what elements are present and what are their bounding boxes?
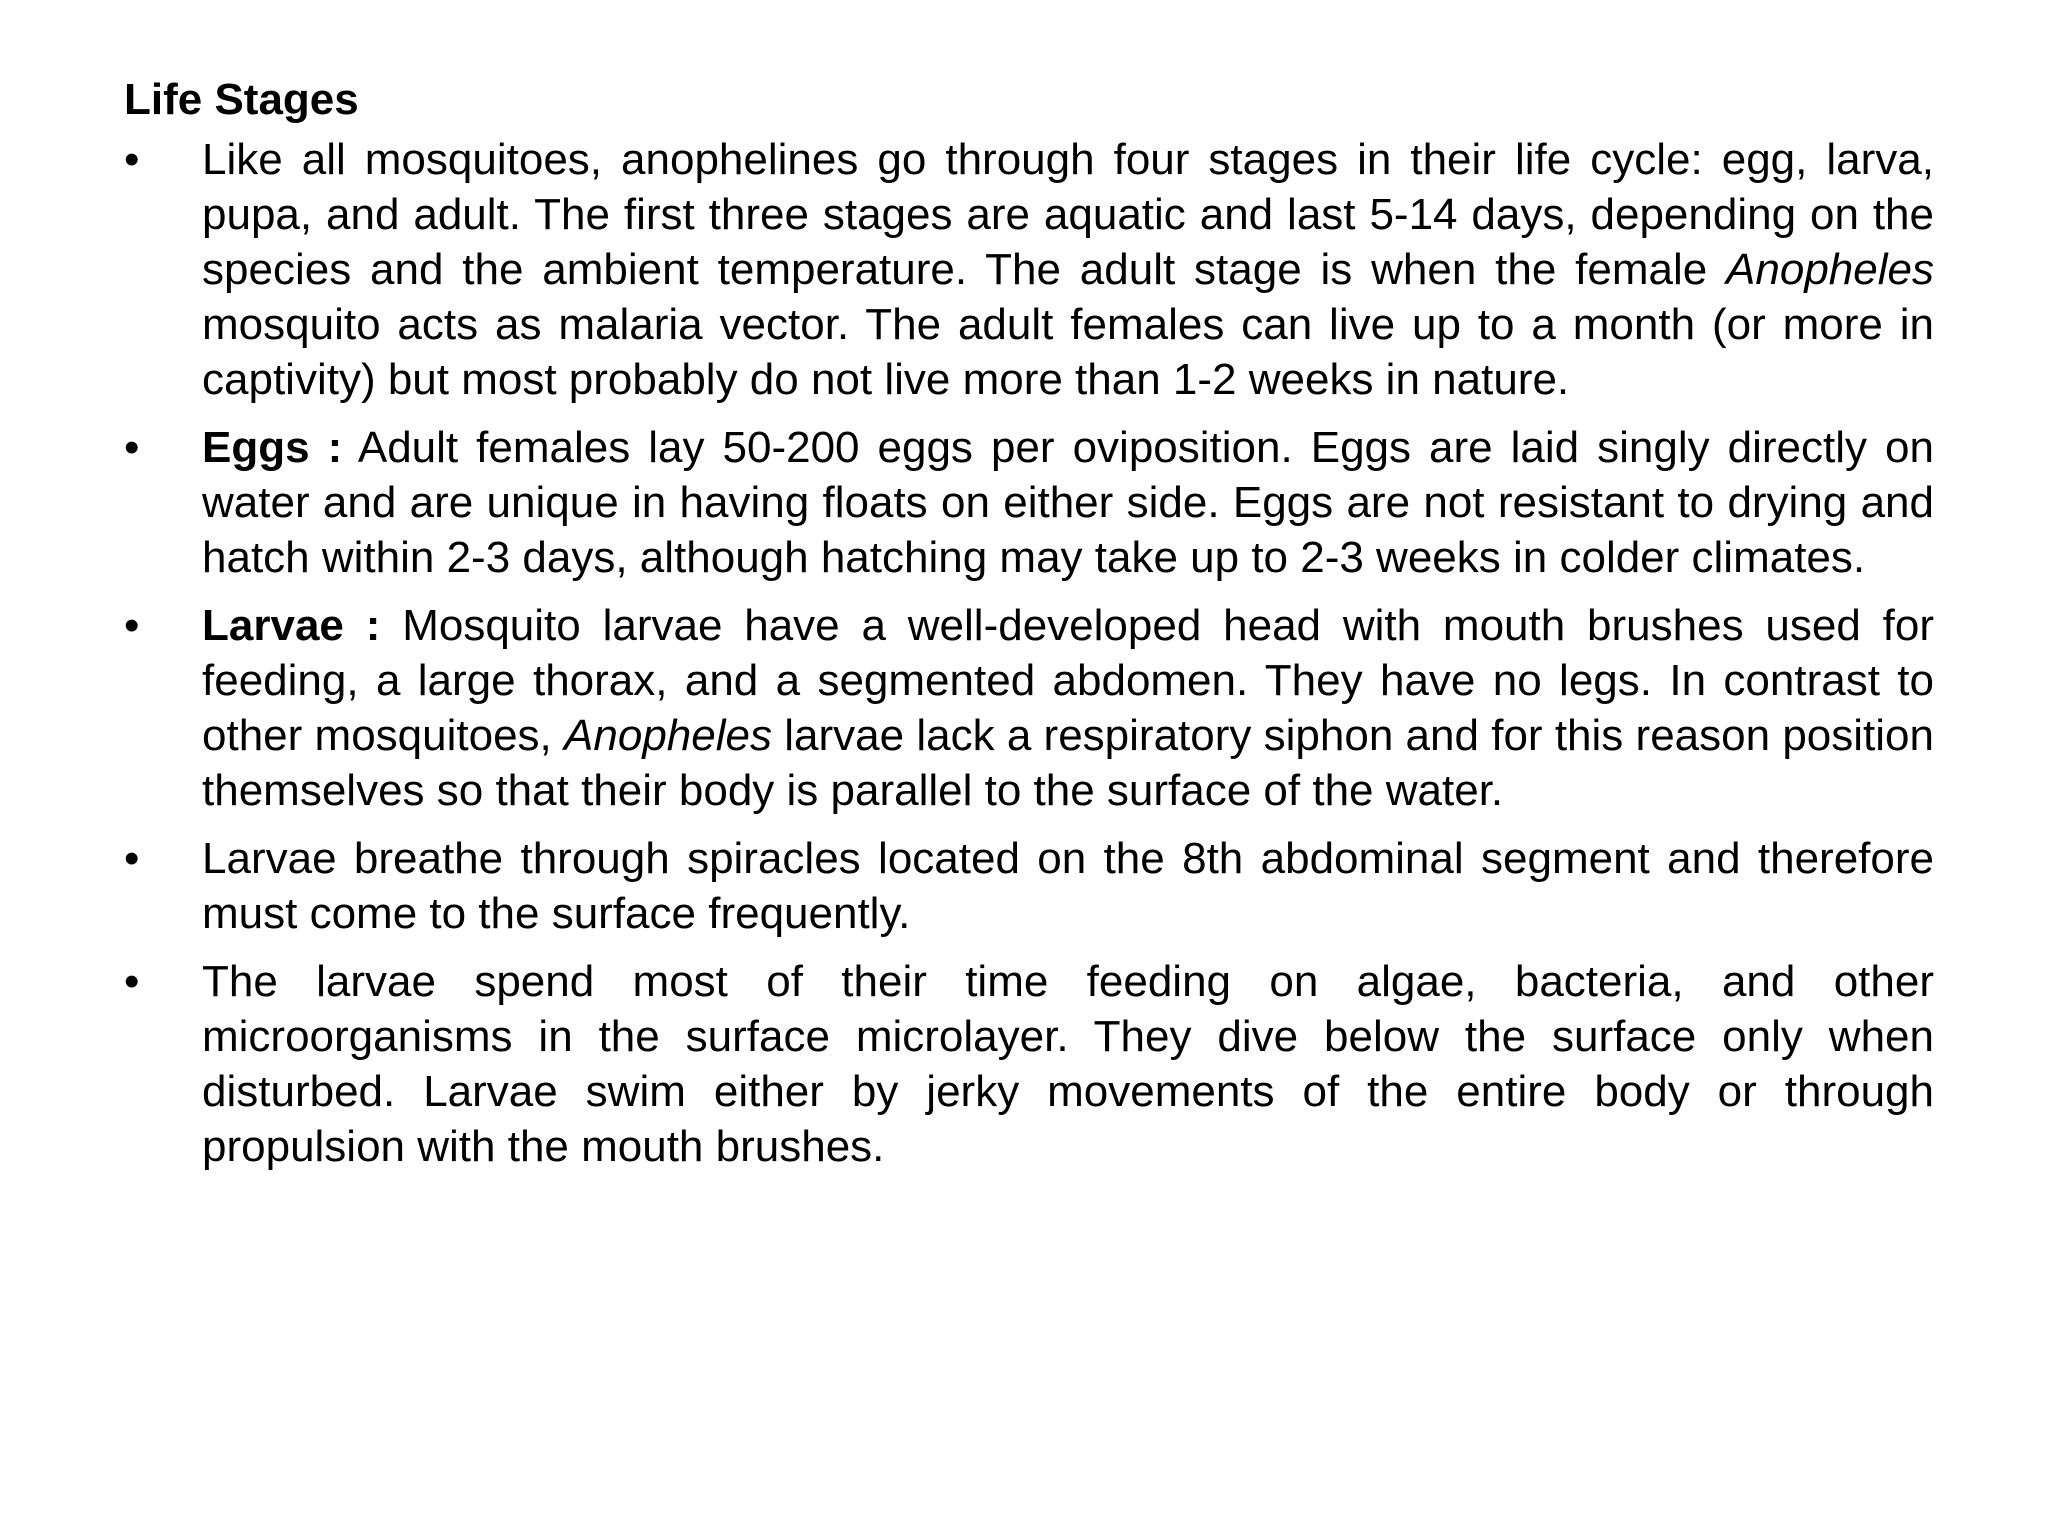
bullet-text-cont: larvae lack a respiratory siphon and for this reason position themselves so that their body is parallel to the surface of the water.	[202, 711, 1934, 815]
bullet-dot-icon: •	[124, 834, 140, 883]
bullet-text: Mosquito larvae have a well-developed head with mouth brushes used for feeding, a large thorax, and a segmented abdomen. They have no legs. In contrast to other mosquitoes,	[202, 601, 1934, 760]
bullet-dot-icon: •	[124, 135, 140, 184]
bullet-text-cont: mosquito acts as malaria vector. The adult females can live up to a month (or more in captivity) but most probably do not live more than 1-2 weeks in nature.	[202, 300, 1934, 404]
bullet-lead: Larvae :	[202, 601, 381, 650]
slide-content	[124, 70, 1934, 1187]
bullet-text: Adult females lay 50-200 eggs per oviposition. Eggs are laid singly directly on water and are unique in having floats on either side. Eggs are not resistant to drying and hatch within 2-3 days, although hatching may take up to 2-3 weeks in colder climates.	[202, 423, 1934, 582]
bullet-item-larvae	[124, 598, 1934, 818]
bullet-text: Like all mosquitoes, anophelines go through four stages in their life cycle: egg, larva, pupa, and adult. The first three stages are aquatic and last 5-14 days, depending on the species and the ambient temperature. The adult stage is when the female	[202, 135, 1934, 294]
bullet-text: Larvae breathe through spiracles located on the 8th abdominal segment and therefore must come to the surface frequently.	[202, 834, 1934, 938]
bullet-list	[124, 132, 1934, 1174]
bullet-dot-icon: •	[124, 601, 140, 650]
bullet-item-eggs	[124, 420, 1934, 585]
bullet-dot-icon: •	[124, 423, 140, 472]
bullet-text: The larvae spend most of their time feeding on algae, bacteria, and other microorganisms in the surface microlayer. They dive below the surface only when disturbed. Larvae swim either by jerky movements of the entire body or through propulsion with the mouth brushes.	[202, 957, 1934, 1171]
bullet-item-life-cycle	[124, 132, 1934, 407]
bullet-item-feeding	[124, 954, 1934, 1174]
species-name: Anopheles	[564, 711, 772, 760]
bullet-lead: Eggs :	[202, 423, 343, 472]
species-name: Anopheles	[1726, 245, 1934, 294]
slide-heading: Life Stages	[124, 75, 359, 124]
bullet-item-breathing	[124, 831, 1934, 941]
bullet-dot-icon: •	[124, 957, 140, 1006]
